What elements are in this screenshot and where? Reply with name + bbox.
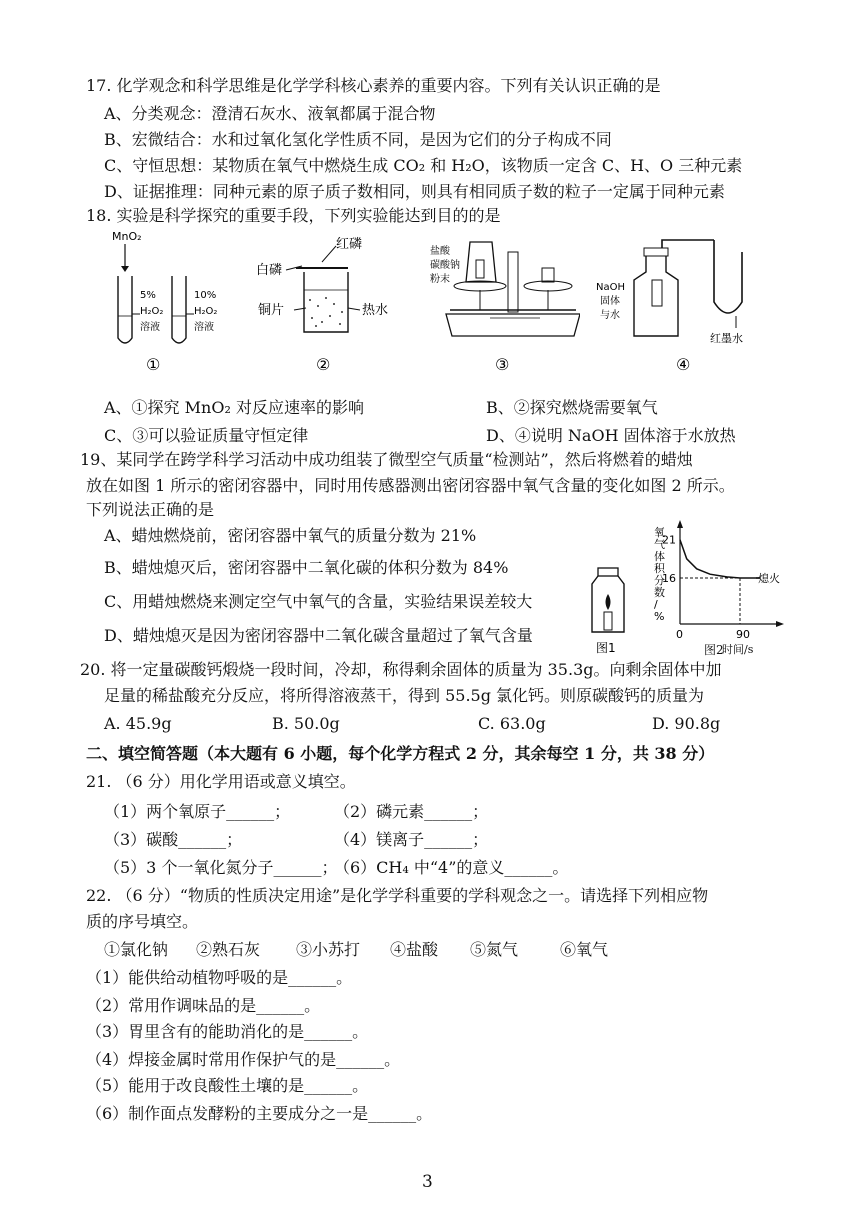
svg-text:红墨水: 红墨水: [710, 332, 743, 345]
mno2-label: MnO₂: [112, 230, 142, 243]
q21-part3: （3）碳酸______；: [104, 830, 243, 849]
figure-test-tubes: [96, 226, 226, 376]
test-tube-left: [118, 276, 132, 343]
figure-balance: [430, 232, 580, 376]
q20-option-b: B. 50.0g: [272, 714, 340, 733]
svg-text:溶液: 溶液: [140, 322, 160, 333]
figure-u-tube: [596, 232, 766, 376]
chart-x-label: 时间/s: [722, 643, 754, 656]
svg-text:溶液: 溶液: [194, 322, 214, 333]
test-tube-right: [172, 276, 186, 343]
q18-option-c: C、③可以验证质量守恒定律: [104, 426, 309, 445]
page-number: 3: [422, 1172, 433, 1192]
svg-text:碳酸钠: 碳酸钠: [430, 260, 460, 271]
q22-stem-line1: 22. （6 分）“物质的性质决定用途”是化学学科重要的学科观念之一。请选择下列相应物: [86, 886, 709, 905]
q21-part2: （2）磷元素______；: [334, 802, 489, 821]
figure-number-1: ①: [146, 355, 161, 374]
svg-text:与水: 与水: [600, 310, 620, 321]
q22-part1: （1）能供给动植物呼吸的是______。: [86, 968, 353, 987]
q19-option-d: D、蜡烛熄灭是因为密闭容器中二氧化碳含量超过了氧气含量: [104, 626, 533, 645]
figure-number-3: ③: [495, 355, 510, 374]
q20-option-d: D. 90.8g: [652, 714, 721, 733]
q22-option-4: ④盐酸: [390, 940, 439, 959]
q19-line2: 放在如图 1 所示的密闭容器中，同时用传感器测出密闭容器中氧气含量的变化如图 2 所示。: [86, 476, 735, 495]
q19-line1: 19、某同学在跨学科学习活动中成功组装了微型空气质量“检测站”，然后将燃着的蜡烛: [80, 450, 693, 469]
svg-text:盐酸: 盐酸: [430, 246, 450, 257]
svg-text:热水: 热水: [362, 303, 389, 318]
q21-part1: （1）两个氧原子______；: [104, 802, 291, 821]
oxygen-series-line: [680, 540, 760, 578]
q19-fig1-caption: 图1: [596, 641, 616, 655]
q18-option-d: D、④说明 NaOH 固体溶于水放热: [486, 426, 736, 445]
figure-number-2: ②: [316, 355, 331, 374]
q19-option-c: C、用蜡烛燃烧来测定空气中氧气的含量，实验结果误差较大: [104, 592, 533, 611]
svg-text:铜片: 铜片: [258, 303, 285, 318]
q22-option-1: ①氯化钠: [104, 940, 169, 959]
figure-candle-jar: [586, 566, 630, 656]
figure-combustion: [256, 232, 416, 376]
q22-option-6: ⑥氧气: [560, 940, 609, 959]
q22-part2: （2）常用作调味品的是______。: [86, 996, 321, 1015]
q22-part5: （5）能用于改良酸性土壤的是______。: [86, 1076, 369, 1095]
y-tick-label-16: 16: [662, 572, 676, 585]
q17-option-d: D、证据推理：同种元素的原子质子数相同，则具有相同质子数的粒子一定属于同种元素: [104, 182, 725, 201]
q18-stem: 18. 实验是科学探究的重要手段，下列实验能达到目的的是: [86, 206, 501, 225]
q19-line3: 下列说法正确的是: [86, 500, 215, 519]
q20-line2: 足量的稀盐酸充分反应，将所得溶液蒸干，得到 55.5g 氯化钙。则原碳酸钙的质量为: [104, 686, 705, 705]
x-tick-label-0: 0: [676, 628, 683, 641]
svg-text:白磷: 白磷: [256, 263, 283, 278]
q20-line1: 20. 将一定量碳酸钙煅烧一段时间，冷却，称得剩余固体的质量为 35.3g。向剩余固体中加: [80, 660, 722, 679]
flame-icon: [606, 594, 611, 610]
svg-text:5%: 5%: [140, 290, 156, 301]
q17-stem: 17. 化学观念和科学思维是化学学科核心素养的重要内容。下列有关认识正确的是: [86, 76, 661, 95]
chart-annotation: 熄火: [758, 572, 780, 585]
q18-option-b: B、②探究燃烧需要氧气: [486, 398, 658, 417]
q22-option-3: ③小苏打: [296, 940, 361, 959]
svg-text:粉末: 粉末: [430, 274, 450, 285]
q21-part4: （4）镁离子______；: [334, 830, 489, 849]
figure-number-4: ④: [676, 355, 691, 374]
q22-part3: （3）胃里含有的能助消化的是______。: [86, 1022, 369, 1041]
q19-option-a: A、蜡烛燃烧前，密闭容器中氧气的质量分数为 21%: [104, 526, 477, 545]
q19-fig2-caption: 图2: [704, 643, 724, 657]
q22-part6: （6）制作面点发酵粉的主要成分之一是______。: [86, 1104, 433, 1123]
q17-option-a: A、分类观念：澄清石灰水、液氧都属于混合物: [104, 104, 436, 123]
svg-text:10%: 10%: [194, 290, 217, 301]
svg-text:固体: 固体: [600, 296, 620, 307]
q22-stem-line2: 质的序号填空。: [86, 912, 199, 931]
q17-option-c: C、守恒思想：某物质在氧气中燃烧生成 CO₂ 和 H₂O，该物质一定含 C、H、O 三种元素: [104, 156, 743, 175]
q22-part4: （4）焊接金属时常用作保护气的是______。: [86, 1050, 401, 1069]
q18-option-a: A、①探究 MnO₂ 对反应速率的影响: [104, 398, 364, 417]
svg-text:NaOH: NaOH: [596, 282, 625, 293]
svg-text:H₂O₂: H₂O₂: [140, 306, 164, 317]
q22-option-5: ⑤氮气: [470, 940, 519, 959]
q20-option-c: C. 63.0g: [478, 714, 546, 733]
x-tick-label-90: 90: [736, 628, 750, 641]
q21-part5: （5）3 个一氧化氮分子______；: [104, 858, 338, 877]
svg-text:H₂O₂: H₂O₂: [194, 306, 218, 317]
q21-stem: 21. （6 分）用化学用语或意义填空。: [86, 772, 356, 791]
q20-option-a: A. 45.9g: [104, 714, 172, 733]
section-two-heading: 二、填空简答题（本大题有 6 小题，每个化学方程式 2 分，其余每空 1 分，共 38 分）: [86, 744, 715, 763]
q22-option-2: ②熟石灰: [196, 940, 261, 959]
q17-option-b: B、宏微结合：水和过氧化氢化学性质不同，是因为它们的分子构成不同: [104, 130, 612, 149]
q19-option-b: B、蜡烛熄灭后，密闭容器中二氧化碳的体积分数为 84%: [104, 558, 509, 577]
svg-text:红磷: 红磷: [336, 237, 363, 252]
q21-part6: （6）CH₄ 中“4”的意义______。: [334, 858, 569, 877]
y-tick-label-21: 21: [662, 533, 676, 547]
chart-y-label: 氧气体积分数/ %: [654, 526, 665, 623]
